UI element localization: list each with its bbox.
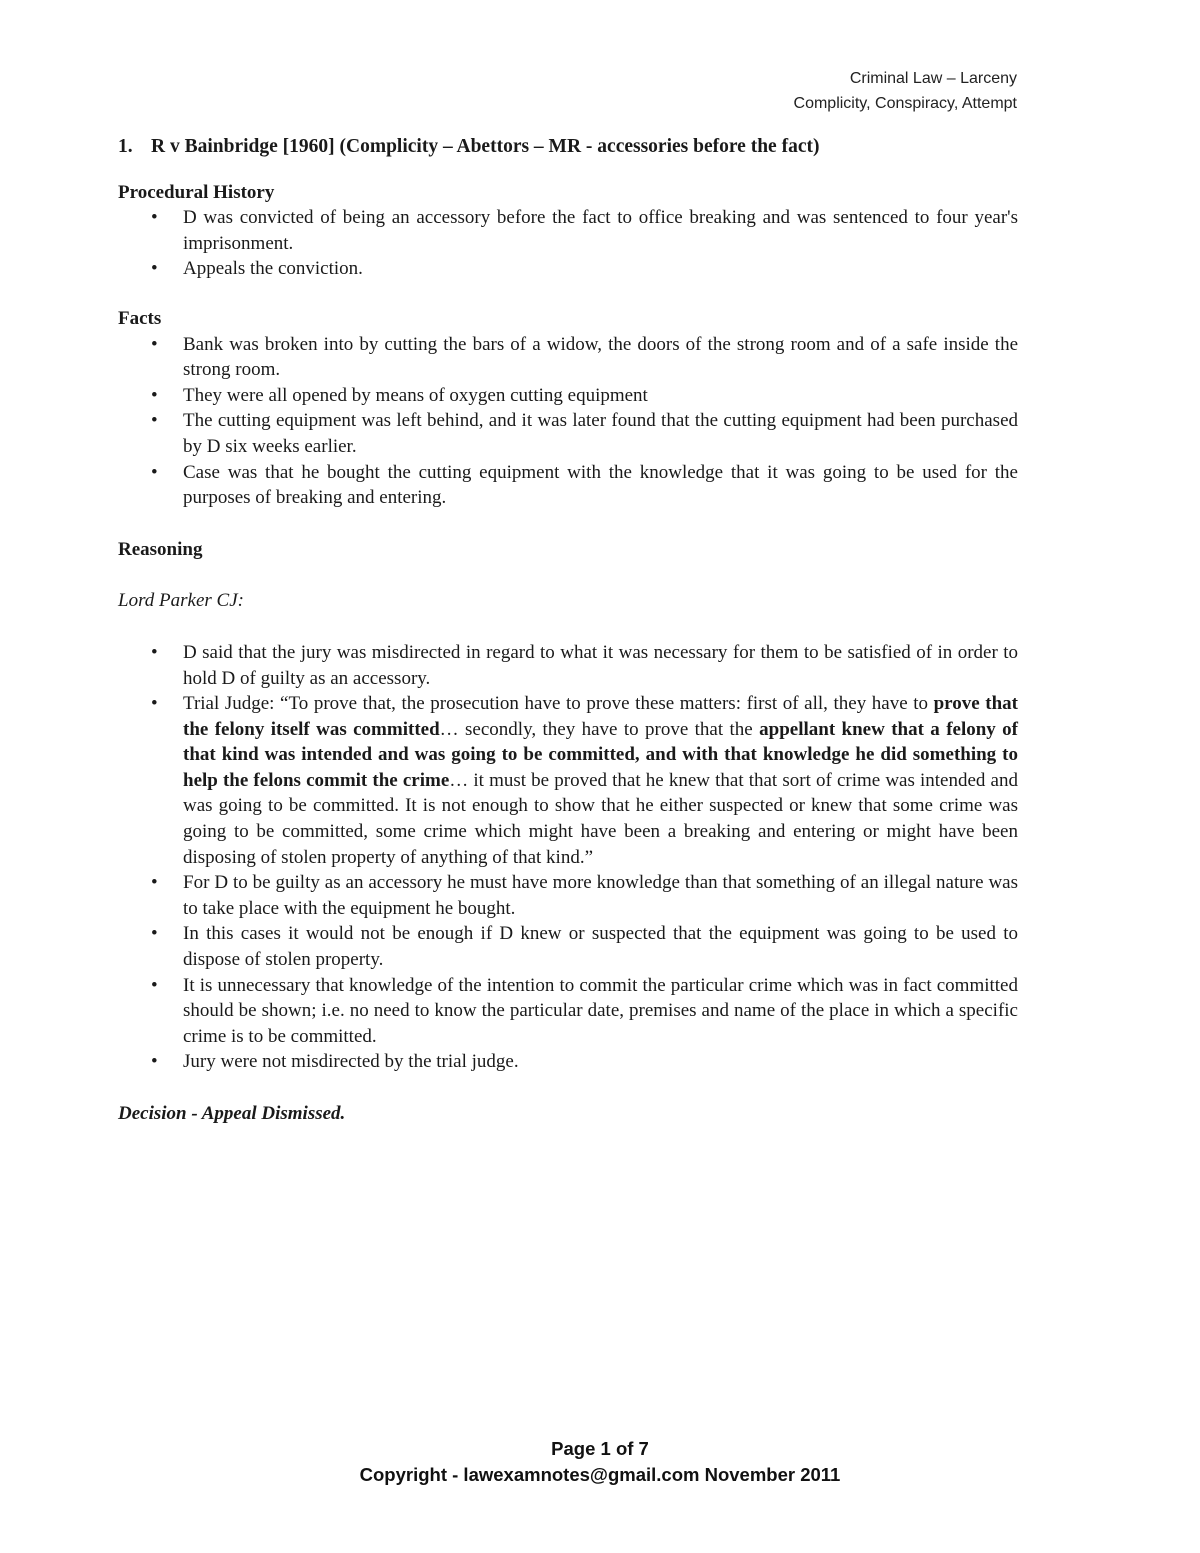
procedural-history-list — [118, 205, 1018, 282]
list-item: • They were all opened by means of oxygen cutting equipment — [118, 383, 1018, 409]
quote-text: Trial Judge: “To prove that, the prosecution have to prove these matters: first of all, they have to — [183, 693, 934, 715]
decision: Decision - Appeal Dismissed. — [118, 1103, 346, 1124]
judge-name: Lord Parker CJ: — [118, 590, 244, 612]
list-item: • For D to be guilty as an accessory he must have more knowledge than that something of an illegal nature was to take place with the equipment he bought. — [118, 870, 1018, 921]
list-item: • D was convicted of being an accessory before the fact to office breaking and was sentenced to four year's imprisonment. — [118, 205, 1018, 256]
quote-bold-text: appellant knew that a felony of that kind was intended and was going to be committed, and with that knowledge he did something to help the felons commit the crime — [183, 718, 1019, 791]
quote-text: … secondly, they have to prove that the — [439, 718, 760, 740]
procedural-history-heading: Procedural History — [118, 181, 275, 203]
reasoning-list — [118, 640, 1018, 1075]
document-body — [118, 134, 1018, 1127]
quote-bold-text: prove that the felony itself was committed — [183, 693, 1018, 740]
list-item: • The cutting equipment was left behind, and it was later found that the cutting equipment had been purchased by D six weeks earlier. — [118, 408, 1018, 459]
list-item: • Case was that he bought the cutting equipment with the knowledge that it was going to be used for the purposes of breaking and entering. — [118, 460, 1018, 511]
header-line-1: Criminal Law – Larceny — [849, 70, 1017, 87]
facts-heading: Facts — [118, 307, 162, 329]
case-title-text: R v Bainbridge [1960] (Complicity – Abettors – MR - accessories before the fact) — [151, 136, 820, 157]
header-line-2: Complicity, Conspiracy, Attempt — [793, 95, 1017, 112]
list-item: • Jury were not misdirected by the trial judge. — [118, 1049, 1018, 1075]
list-item: • Bank was broken into by cutting the bars of a widow, the doors of the strong room and of a safe inside the strong room. — [118, 332, 1018, 383]
case-number: 1. — [118, 136, 133, 157]
page-header — [794, 66, 1017, 116]
page-footer — [0, 1436, 1200, 1488]
facts-list — [118, 332, 1018, 511]
case-title — [118, 134, 1018, 160]
list-item-trial-judge-quote — [118, 691, 1018, 870]
page-number: Page 1 of 7 — [551, 1438, 649, 1459]
reasoning-heading: Reasoning — [118, 538, 203, 560]
list-item: • D said that the jury was misdirected in regard to what it was necessary for them to be satisfied of in order to hold D of guilty as an accessory. — [118, 640, 1018, 691]
list-item: • It is unnecessary that knowledge of the intention to commit the particular crime which was in fact committed should be shown; i.e. no need to know the particular date, premises and name of the place in which a specific crime is to be committed. — [118, 973, 1018, 1050]
quote-text: … it must be proved that he knew that that sort of crime was intended and was going to be committed. It is not enough to show that he either suspected or knew that some crime was going to be committed, some crime which might have been a breaking and entering or might have been disposing of stolen property of anything of that kind.” — [183, 769, 1018, 868]
copyright-notice: Copyright - lawexamnotes@gmail.com November 2011 — [359, 1464, 841, 1485]
list-item: • Appeals the conviction. — [118, 256, 1018, 282]
list-item: • In this cases it would not be enough if D knew or suspected that the equipment was going to be used to dispose of stolen property. — [118, 921, 1018, 972]
